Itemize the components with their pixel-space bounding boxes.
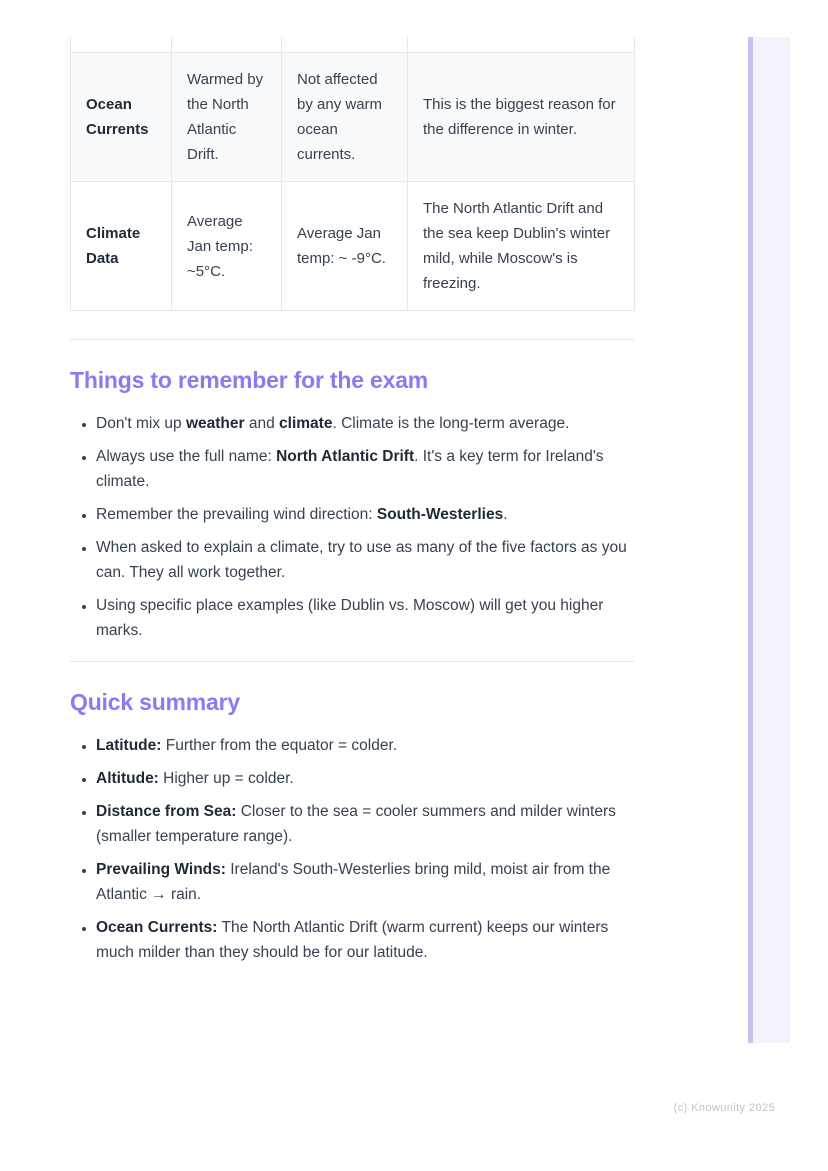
- list-item: • Prevailing Winds: Ireland's South-Westerlies bring mild, moist air from the Atlantic → rain.: [96, 857, 634, 907]
- table-row-label: Ocean Currents: [71, 53, 172, 182]
- table-cell: The North Atlantic Drift and the sea keep Dublin's winter mild, while Moscow's is freezing.: [408, 182, 635, 311]
- list-item: • Ocean Currents: The North Atlantic Drift (warm current) keeps our winters much milder than they should be for our latitude.: [96, 915, 634, 965]
- table-cell: Warmed by the North Atlantic Drift.: [172, 53, 282, 182]
- table-cell: This is the biggest reason for the difference in winter.: [408, 53, 635, 182]
- table-row-label: [71, 37, 172, 53]
- climate-comparison-table-body: [71, 37, 635, 311]
- list-item: • When asked to explain a climate, try to use as many of the five factors as you can. They all work together.: [96, 535, 634, 585]
- climate-comparison-table: [70, 37, 635, 311]
- quick-summary-list: [70, 733, 634, 965]
- table-row-label: Climate Data: [71, 182, 172, 311]
- section-heading-exam-tips: Things to remember for the exam: [70, 367, 429, 393]
- table-row: [71, 37, 635, 53]
- list-item: • Distance from Sea: Closer to the sea = cooler summers and milder winters (smaller temperature range).: [96, 799, 634, 849]
- section-heading-quick-summary: Quick summary: [70, 689, 240, 715]
- table-cell: [408, 37, 635, 53]
- table-row: [71, 182, 635, 311]
- page-side-strip: [748, 37, 790, 1043]
- list-item: • Latitude: Further from the equator = colder.: [96, 733, 634, 758]
- table-cell: Average Jan temp: ~5°C.: [172, 182, 282, 311]
- copyright-footer: (c) Knowunity 2025: [673, 1102, 775, 1114]
- table-cell: Average Jan temp: ~ -9°C.: [282, 182, 408, 311]
- section-divider: [70, 339, 634, 340]
- list-item: • Don't mix up weather and climate. Climate is the long-term average.: [96, 411, 634, 436]
- section-divider: [70, 661, 634, 662]
- exam-tips-list: [70, 411, 634, 643]
- list-item: • Using specific place examples (like Dublin vs. Moscow) will get you higher marks.: [96, 593, 634, 643]
- list-item: • Remember the prevailing wind direction: South-Westerlies.: [96, 502, 634, 527]
- table-cell: Not affected by any warm ocean currents.: [282, 53, 408, 182]
- table-cell: [282, 37, 408, 53]
- document-content: [70, 37, 634, 973]
- table-row: [71, 53, 635, 182]
- list-item: • Always use the full name: North Atlantic Drift. It's a key term for Ireland's climate.: [96, 444, 634, 494]
- table-cell: [172, 37, 282, 53]
- list-item: • Altitude: Higher up = colder.: [96, 766, 634, 791]
